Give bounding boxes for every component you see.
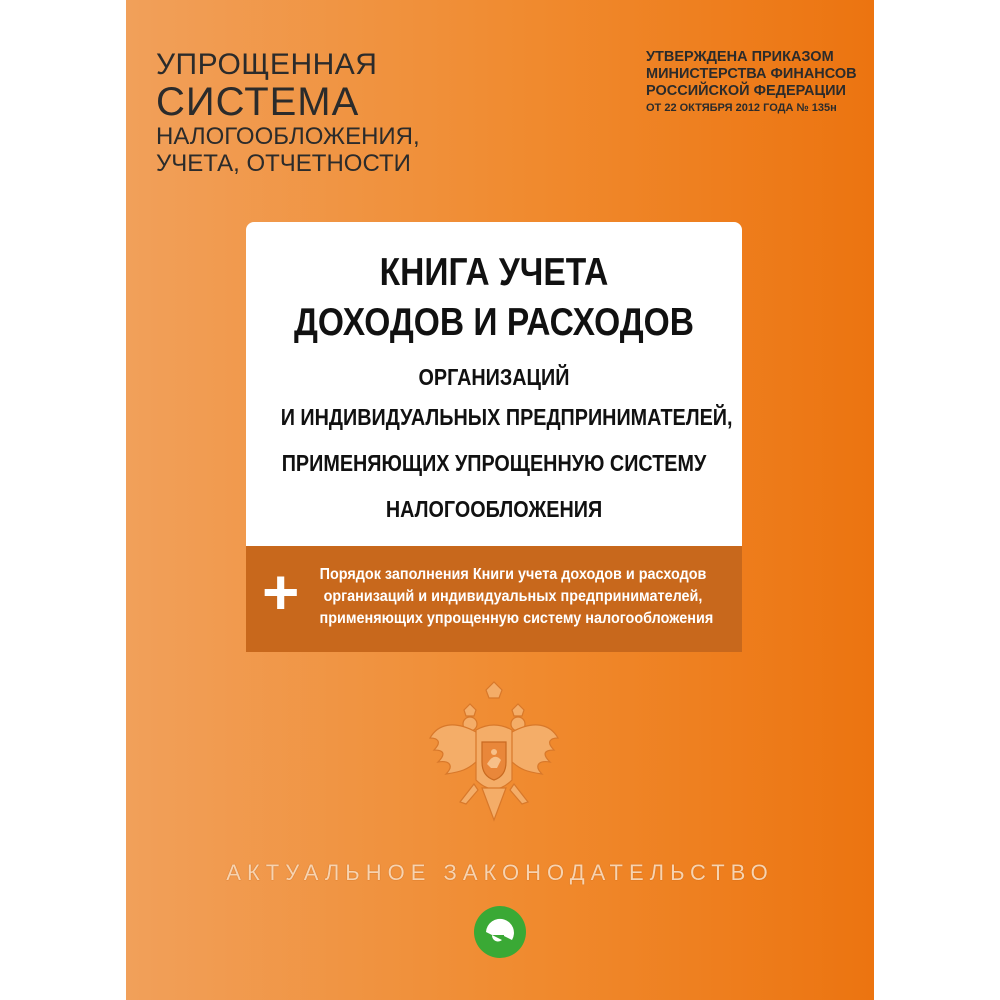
approval-line-1: УТВЕРЖДЕНА ПРИКАЗОМ bbox=[646, 49, 834, 65]
russian-double-headed-eagle-icon bbox=[424, 680, 564, 830]
subtitle-line-4: НАЛОГООБЛОЖЕНИЯ bbox=[385, 496, 603, 522]
order-text bbox=[298, 564, 728, 630]
order-line-1: Порядок заполнения Книги учета доходов и расходов bbox=[319, 566, 707, 583]
approval-line-3: РОССИЙСКОЙ ФЕДЕРАЦИИ bbox=[646, 83, 846, 99]
subtitle-line-3: ПРИМЕНЯЮЩИХ УПРОЩЕННУЮ СИСТЕМУ bbox=[281, 450, 707, 476]
publisher-e-logo-icon bbox=[472, 904, 528, 960]
order-line-3: применяющих упрощенную систему налогообложения bbox=[319, 610, 714, 627]
subtitle-line-2: И ИНДИВИДУАЛЬНЫХ ПРЕДПРИНИМАТЕЛЕЙ, bbox=[280, 404, 733, 430]
series-line-4: УЧЕТА, ОТЧЕТНОСТИ bbox=[156, 150, 411, 177]
series-line-3: НАЛОГООБЛОЖЕНИЯ, bbox=[156, 123, 420, 150]
title-line-1: КНИГА УЧЕТА bbox=[379, 251, 609, 294]
book-cover bbox=[126, 0, 874, 1000]
order-band bbox=[246, 546, 742, 652]
subtitle-line-1: ОРГАНИЗАЦИЙ bbox=[418, 364, 570, 390]
series-title bbox=[156, 50, 420, 176]
series-line-1: УПРОЩЕННАЯ bbox=[156, 48, 378, 81]
order-line-2: организаций и индивидуальных предпринимателей, bbox=[323, 588, 703, 605]
approval-line-2: МИНИСТЕРСТВА ФИНАНСОВ bbox=[646, 66, 857, 82]
approval-line-4: ОТ 22 ОКТЯБРЯ 2012 ГОДА № 135н bbox=[646, 102, 837, 114]
title-panel bbox=[246, 222, 742, 546]
title-line-2: ДОХОДОВ И РАСХОДОВ bbox=[294, 301, 694, 344]
plus-icon: + bbox=[262, 556, 300, 628]
series-line-2: СИСТЕМА bbox=[156, 80, 360, 124]
legislation-tagline: АКТУАЛЬНОЕ ЗАКОНОДАТЕЛЬСТВО bbox=[226, 860, 774, 885]
approval-note bbox=[646, 49, 857, 117]
